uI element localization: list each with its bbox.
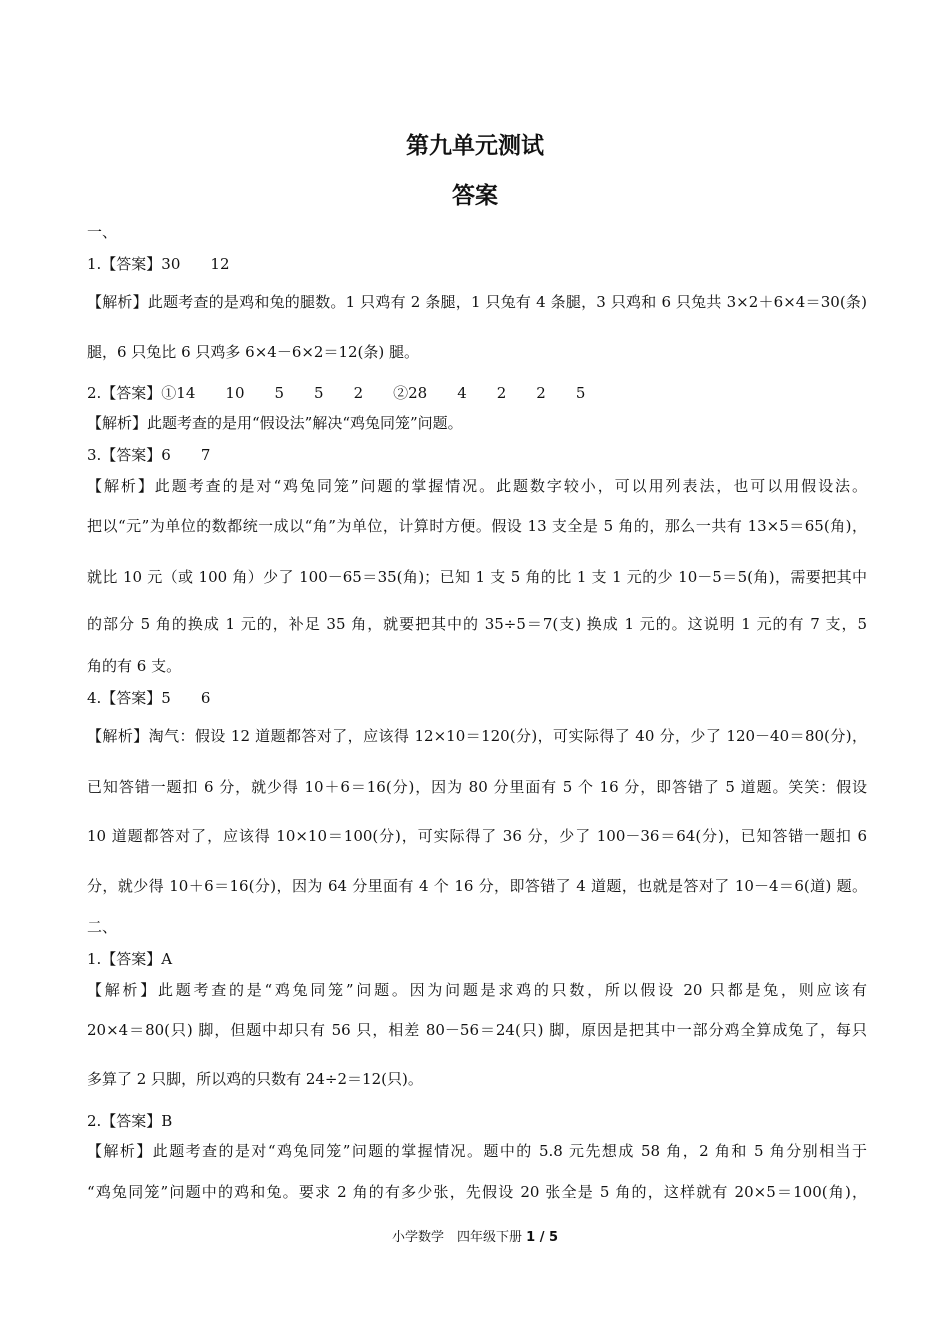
answer-2-1: 1.【答案】A — [87, 950, 173, 968]
analysis-4-line-4: 分，就少得 10＋6＝16(分)，因为 64 分里面有 4 个 16 分，即答错了 4 道题，也就是答对了 10－4＝6(道) 题。 — [87, 877, 867, 895]
analysis-4-line-3: 10 道题都答对了，应该得 10×10＝100(分)，可实际得了 36 分，少了 100－36＝64(分)，已知答错一题扣 6 — [87, 827, 867, 845]
answer-4: 4.【答案】5 6 — [87, 689, 211, 707]
analysis-4-line-1: 【解析】淘气：假设 12 道题都答对了，应该得 12×10＝120(分)，可实际得了 40 分，少了 120－40＝80(分)， — [87, 727, 867, 745]
section-heading-1: 一、 — [87, 223, 118, 241]
analysis-4-line-2: 已知答错一题扣 6 分，就少得 10＋6＝16(分)，因为 80 分里面有 5 个 16 分，即答错了 5 道题。笑笑：假设 — [87, 778, 867, 796]
page-subtitle: 答案 — [452, 183, 498, 209]
analysis-3-line-2: 把以“元”为单位的数都统一成以“角”为单位，计算时方便。假设 13 支全是 5 角的，那么一共有 13×5＝65(角)， — [87, 517, 867, 535]
analysis-2-1-line-2: 20×4＝80(只) 脚，但题中却只有 56 只，相差 80－56＝24(只) 脚，原因是把其中一部分鸡全算成兔了，每只 — [87, 1021, 867, 1039]
analysis-3-line-5: 角的有 6 支。 — [87, 657, 182, 675]
answer-3: 3.【答案】6 7 — [87, 446, 211, 464]
answer-2-2: 2.【答案】B — [87, 1112, 173, 1130]
analysis-2-1-line-1: 【解析】此题考查的是“鸡兔同笼”问题。因为问题是求鸡的只数，所以假设 20 只都是兔，则应该有 — [87, 981, 867, 999]
footer-page-number: 1 / 5 — [526, 1230, 559, 1245]
section-heading-2: 二、 — [87, 918, 118, 936]
footer-subject: 小学数学 四年级下册 — [391, 1230, 522, 1245]
analysis-3-line-4: 的部分 5 角的换成 1 元的，补足 35 角，就要把其中的 35÷5＝7(支) 换成 1 元的。这说明 1 元的有 7 支，5 — [87, 615, 867, 633]
analysis-2-1-line-3: 多算了 2 只脚，所以鸡的只数有 24÷2＝12(只)。 — [87, 1070, 423, 1088]
page-footer — [0, 1226, 950, 1245]
analysis-1-line-1: 【解析】此题考查的是鸡和兔的腿数。1 只鸡有 2 条腿，1 只兔有 4 条腿，3 只鸡和 6 只兔共 3×2＋6×4＝30(条) — [87, 293, 867, 311]
analysis-2: 【解析】此题考查的是用“假设法”解决“鸡兔同笼”问题。 — [87, 414, 463, 432]
analysis-3-line-3: 就比 10 元（或 100 角）少了 100－65＝35(角)；已知 1 支 5 角的比 1 支 1 元的少 10－5＝5(角)，需要把其中 — [87, 568, 867, 586]
page-title: 第九单元测试 — [406, 133, 544, 159]
analysis-2-2-line-1: 【解析】此题考查的是对“鸡兔同笼”问题的掌握情况。题中的 5.8 元先想成 58 角，2 角和 5 角分别相当于 — [87, 1142, 867, 1160]
analysis-1-line-2: 腿，6 只兔比 6 只鸡多 6×4－6×2＝12(条) 腿。 — [87, 343, 420, 361]
answer-1: 1.【答案】30 12 — [87, 255, 230, 273]
analysis-3-line-1: 【解析】此题考查的是对“鸡兔同笼”问题的掌握情况。此题数字较小，可以用列表法，也可以用假设法。 — [87, 477, 867, 495]
analysis-2-2-line-2: “鸡兔同笼”问题中的鸡和兔。要求 2 角的有多少张，先假设 20 张全是 5 角的，这样就有 20×5＝100(角)， — [87, 1183, 867, 1201]
answer-2: 2.【答案】①14 10 5 5 2 ②28 4 2 2 5 — [87, 384, 586, 402]
